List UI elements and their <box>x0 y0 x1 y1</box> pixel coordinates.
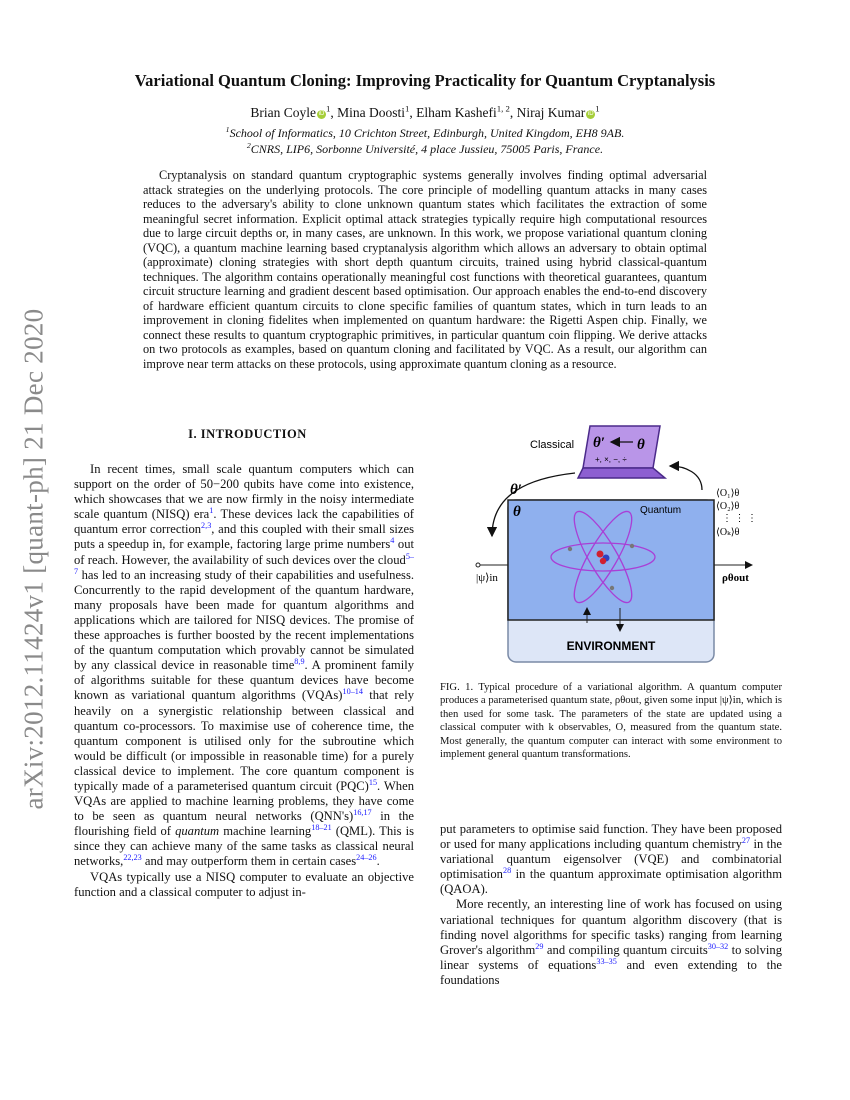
theta-prime-arc: θ′ <box>510 482 523 498</box>
theta-prime-laptop: θ′ <box>593 435 606 451</box>
citation-link[interactable]: 15 <box>368 777 378 787</box>
nucleus-icon <box>600 558 606 564</box>
paragraph: More recently, an interesting line of work has focused on using variational techniques for quantum algorithm discovery (that is finding novel algorithms for specific tasks) ranging from learning Grover's algorithm$^{29}$ and compiling quantum circuits$^{30-32}$ to solving linear systems of equations$^{33-35}$ and even extending to the foundations <box>440 897 782 987</box>
citation-link[interactable]: 33–35 <box>596 956 617 966</box>
paper-title: Variational Quantum Cloning: Improving Practicality for Quantum Cryptanalysis <box>134 71 716 90</box>
citation-link[interactable]: 30–32 <box>707 941 729 951</box>
quantum-box <box>508 500 714 620</box>
author-affiliation-mark: 1 <box>595 103 600 114</box>
observable-2: ⟨O₂⟩θ <box>716 501 740 512</box>
abstract: Cryptanalysis on standard quantum cryptographic systems generally involves finding optimal adversarial attack strategies on the underlying protocols. The core principle of modelling quantum attacks in many cases reduces to the adversary's ability to clone unknown quantum states which facilitates the extraction of some meaningful secret information. Explicit optimal attack strategies typically require high computational resources due to large circuit depths or, in many cases, are unknown. In this work, we propose variational quantum cloning (VQC), a quantum machine learning based cryptanalysis algorithm which allows an adversary to obtain optimal (approximate) cloning strategies with short depth quantum circuits, trained using hybrid classical-quantum techniques. The algorithm contains operationally meaningful cost functions with theoretical guarantees, quantum circuit structure learning and gradient descent based optimisation. Our approach enables the end-to-end discovery of hardware efficient quantum circuits to clone specific families of quantum states, which in turn leads to an improvement in cloning fidelites when implemented on quantum hardware: the Rigetti Aspen chip. Finally, we connect these results to quantum cryptographic primitives, in particular quantum coin flipping. We derive attacks on two protocols as examples, based on quantum cloning and facilitated by VQC. As a result, our algorithm can improve near term attacks on these protocols, using approximate quantum cloning as a resource. <box>143 168 707 371</box>
author-name: Brian Coyle <box>250 105 316 120</box>
theta-laptop: θ <box>637 437 645 453</box>
section-heading: I. INTRODUCTION <box>188 427 307 441</box>
operators-label: +, ×, −, ÷ <box>595 455 627 464</box>
output-state-label: ρθout <box>722 572 749 584</box>
author-name: Mina Doosti <box>337 105 405 120</box>
electron-icon <box>610 586 614 590</box>
arxiv-sidebar <box>14 284 54 834</box>
left-column <box>74 462 414 900</box>
laptop-icon <box>578 426 665 478</box>
author-affiliation-mark: 1 <box>325 103 331 114</box>
observable-k: ⟨Oₖ⟩θ <box>716 527 740 538</box>
citation-link[interactable]: 22,23 <box>123 853 142 863</box>
nucleus-icon <box>597 551 604 558</box>
orcid-icon[interactable]: iD <box>587 111 594 117</box>
author-name: Niraj Kumar <box>516 105 586 120</box>
citation-link[interactable]: 27 <box>741 835 751 845</box>
author-list: Brian Coyle $iD^1$, Mina Doosti$^1$, Elham Kashefi$^{1, 2}$, Niraj Kumar $iD^1$ <box>250 103 600 120</box>
observable-1: ⟨O₁⟩θ <box>716 488 740 499</box>
author-affiliation-mark: 1, 2 <box>496 103 510 114</box>
electron-icon <box>568 547 572 551</box>
figure-caption: FIG. 1. Typical procedure of a variational algorithm. A quantum computer produces a parameterised quantum state, ρθout, given some input |ψ⟩in, which is then used for some task. The parameters of the state are updated using a classical computer with k observables, O, measured from the quantum state. Most generally, the quantum computer can interact with some environment to implement general quantum transformations. <box>440 682 782 761</box>
paragraph: In recent times, small scale quantum computers which can support on the order of 50−200 qubits have come into existence, which showcases that we are now firmly in the noisy intermediate scale quantum (NISQ) era$^1$. These devices lack the capabilities of quantum error correction$^{2,3}$, and this coupled with their small sizes puts a speedup in, for example, factoring large prime numbers$^4$ out of reach. However, the availability of such devices over the cloud$^{5-7}$ has led to an increasing study of their capabilities and usefulness. Concurrently to the rapid development of the quantum hardware, many proposals have been made for quantum algorithms and applications which are tailored for NISQ devices. The promise of these approaches is further boosted by the recent implementations of the quantum computation which provably cannot be simulated by any classical device in reasonable time$^{8,9}$. A prominent family of algorithms suitable for these quantum devices have become known as variational quantum algorithms (VQAs)$^{10-14}$ that rely heavily on a synergistic relationship between classical and quantum co-processors. To maximise use of coherence time, the quantum component is utilised only for the subroutine which would be difficult (or impossible in reasonable time) for a purely classical device to implement. The core quantum component is typically made of a parameterised quantum circuit (PQC)$^{15}$. When VQAs are applied to machine learning problems, they have come to be seen as quantum neural networks (QNN's)$^{16,17}$ in the flourishing field of quantum machine learning$^{18-21}$ (QML). This is since they can achieve many of the same tasks as classical neural networks,$^{22,23}$ and may outperform them in certain cases$^{24-26}$. <box>74 462 415 869</box>
citation-link[interactable]: 10–14 <box>342 687 363 697</box>
citation-link[interactable]: 5–7 <box>74 551 414 576</box>
figure-variational-algorithm <box>470 418 770 668</box>
quantum-label: Quantum <box>640 505 682 516</box>
affiliation-2: $^2$CNRS, LIP6, Sorbonne Université, 4 place Jussieu, 75005 Paris, France. <box>246 141 604 156</box>
arxiv-identifier: arXiv:2012.11424v1 [quant-ph] 21 Dec 2020 <box>18 308 49 810</box>
paragraph: VQAs typically use a NISQ computer to evaluate an objective function and a classical computer to adjust in- <box>74 869 414 899</box>
paragraph: put parameters to optimise said function. They have been proposed or used for many applications including quantum chemistry$^{27}$ in the variational quantum eigensolver (VQE) and combinatorial optimisation$^{28}$ in the quantum approximate optimisation algorithm (QAOA). <box>440 822 783 897</box>
citation-link[interactable]: 16,17 <box>353 807 372 817</box>
citation-link[interactable]: 1 <box>209 506 214 516</box>
svg-text:⋮ ⋮ ⋮: ⋮ ⋮ ⋮ <box>722 513 757 524</box>
affiliation-1: $^1$School of Informatics, 10 Crichton Street, Edinburgh, United Kingdom, EH8 9AB. <box>225 125 625 140</box>
right-column <box>440 822 782 988</box>
environment-label: ENVIRONMENT <box>566 639 656 653</box>
citation-link[interactable]: 2,3 <box>201 521 212 531</box>
citation-link[interactable]: 24–26 <box>356 853 377 863</box>
citation-link[interactable]: 28 <box>502 866 512 876</box>
citation-link[interactable]: 18–21 <box>311 823 332 833</box>
author-name: Elham Kashefi <box>416 105 497 120</box>
classical-label: Classical <box>530 439 575 451</box>
citation-link[interactable]: 4 <box>390 536 395 546</box>
electron-icon <box>630 544 634 548</box>
citation-link[interactable]: 8,9 <box>294 657 305 667</box>
input-state-label: |ψ⟩in <box>476 572 498 584</box>
measure-arc <box>670 466 702 490</box>
author-affiliation-mark: 1 <box>405 103 410 114</box>
orcid-icon[interactable]: iD <box>318 111 325 117</box>
citation-link[interactable]: 29 <box>535 941 544 951</box>
theta-label: θ <box>513 504 521 520</box>
